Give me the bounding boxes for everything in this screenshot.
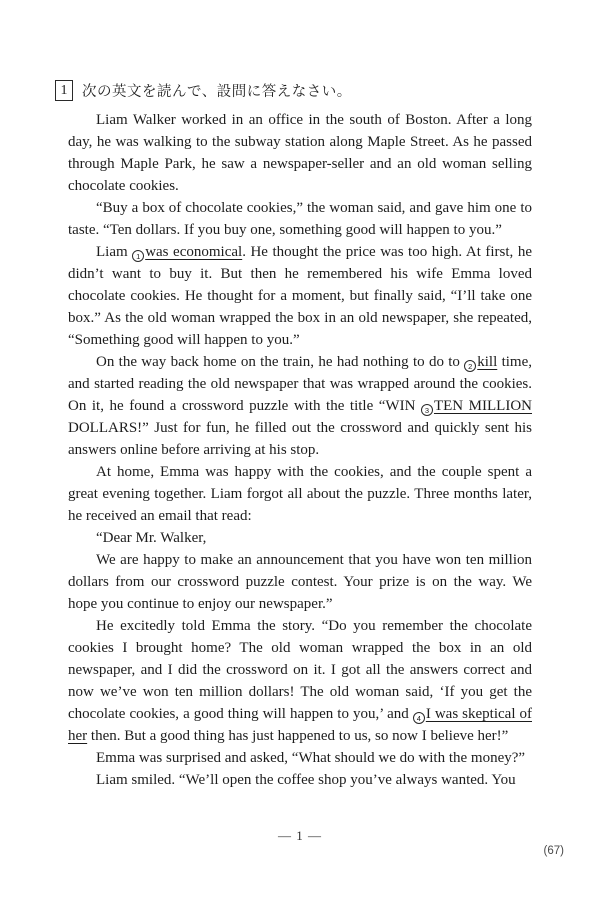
- passage-segment: . He thought the price was too high. At first, he didn’t want to buy it. But then he remembered his wife Emma loved chocolate cookies. He thought for a moment, but finally said, “I’ll take one box.” As the old woman wrapped the box in an old newspaper, she repeated, “Something good will happen to you.”: [68, 244, 532, 348]
- passage-segment: He excitedly told Emma the story. “Do you remember the chocolate cookies I brought home? The old woman wrapped the box in an old newspaper, and I did the crossword on it. I got all the answers correct and now we’ve won ten million dollars! The old woman said, ‘If you get the chocolate cookies, a good thing will happen to you,’ and: [68, 618, 532, 722]
- question-number-box: 1: [55, 80, 73, 101]
- passage-segment: At home, Emma was happy with the cookies, and the couple spent a great evening together. Liam forgot all about the puzzle. Three months later, he received an email that read:: [68, 464, 532, 524]
- passage-segment: We are happy to make an announcement that you have won ten million dollars from our crossword puzzle contest. Your prize is on the way. We hope you continue to enjoy our newspaper.”: [68, 552, 532, 612]
- underlined-phrase: TEN MILLION: [433, 398, 532, 414]
- circled-number-1: 1: [132, 250, 144, 262]
- underlined-phrase: I was skeptical of her: [68, 706, 532, 744]
- passage-segment: On the way back home on the train, he had nothing to do to: [96, 354, 465, 370]
- paragraph-6: [68, 527, 532, 549]
- circled-number-4: 4: [413, 712, 425, 724]
- passage-segment: Liam Walker worked in an office in the south of Boston. After a long day, he was walking to the subway station along Maple Street. As he passed through Maple Park, he saw a newspaper-seller and an old woman selling chocolate cookies.: [68, 112, 532, 194]
- underlined-phrase: was economical: [145, 244, 243, 260]
- passage-segment: Liam: [96, 244, 133, 260]
- paragraph-7: [68, 549, 532, 615]
- passage-segment: DOLLARS!” Just for fun, he filled out the crossword and quickly sent his answers online before arriving at his stop.: [68, 420, 532, 458]
- paragraph-10: [68, 769, 532, 791]
- passage-segment: “Buy a box of chocolate cookies,” the woman said, and gave him one to taste. “Ten dollars. If you buy one, something good will happen to you.”: [68, 200, 532, 238]
- paragraph-3: [68, 241, 532, 351]
- paragraph-9: [68, 747, 532, 769]
- passage-segment: “Dear Mr. Walker,: [96, 530, 207, 546]
- paragraph-2: [68, 197, 532, 241]
- corner-number: (67): [543, 845, 564, 857]
- instruction-text: 次の英文を読んで、設問に答えなさい。: [82, 84, 352, 100]
- paragraph-8: [68, 615, 532, 747]
- question-header: [55, 80, 533, 101]
- page-content: [55, 80, 533, 821]
- passage-text: [68, 109, 532, 821]
- passage-segment: Liam smiled. “We’ll open the coffee shop you’ve always wanted. You: [96, 772, 516, 788]
- passage-segment: then. But a good thing has just happened to us, so now I believe her!”: [87, 728, 509, 744]
- passage-segment: Emma was surprised and asked, “What should we do with the money?”: [96, 750, 526, 766]
- paragraph-4: [68, 351, 532, 461]
- passage-segment: time, and started reading the old newspaper that was wrapped around the cookies. On it, he found a crossword puzzle with the title “WIN: [68, 354, 532, 414]
- paragraph-5: [68, 461, 532, 527]
- page-number: — 1 —: [278, 828, 322, 843]
- circled-number-2: 2: [464, 360, 476, 372]
- underlined-phrase: kill: [477, 354, 498, 370]
- paragraph-1: [68, 109, 532, 197]
- circled-number-3: 3: [421, 404, 433, 416]
